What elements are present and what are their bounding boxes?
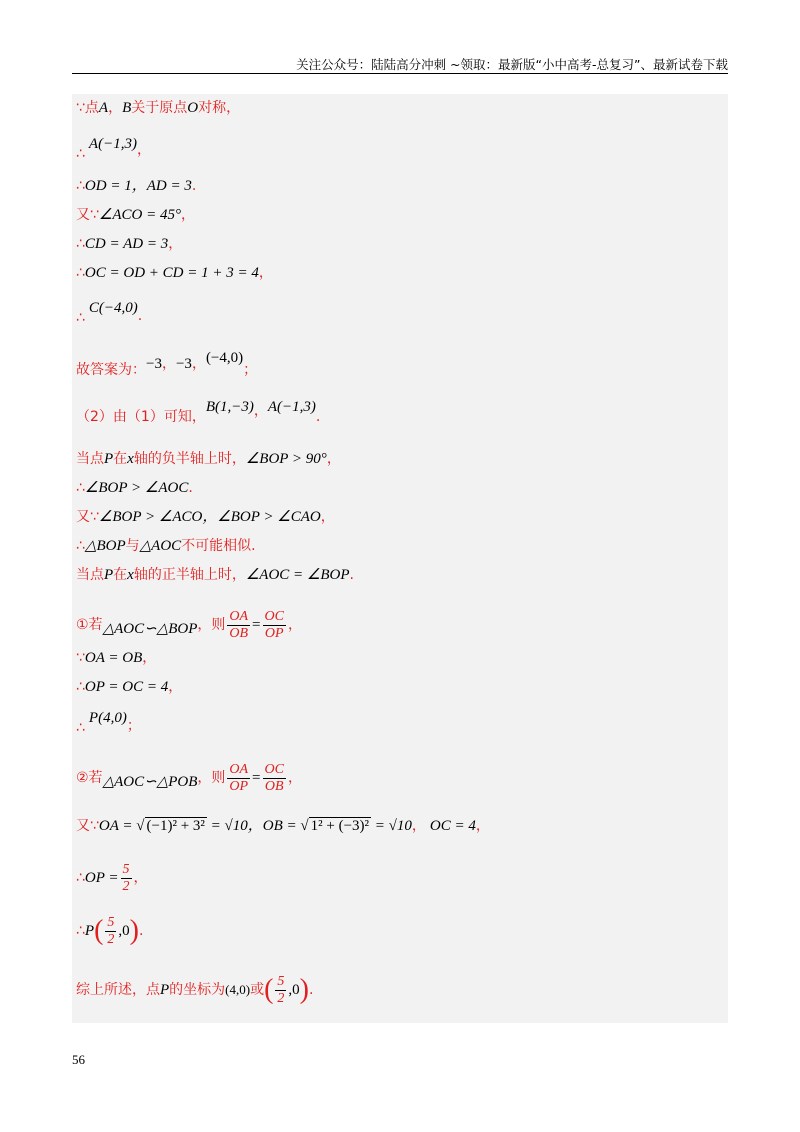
therefore-symbol: ∴ <box>76 679 85 695</box>
equals: = <box>252 617 261 633</box>
therefore-symbol: ∴ <box>76 178 85 194</box>
text: ， <box>108 100 123 116</box>
text: ， <box>287 770 302 786</box>
math: OP = <box>84 870 119 886</box>
therefore-symbol: ∴ <box>76 265 85 281</box>
math: △AOC∽△BOP <box>102 621 198 637</box>
line-11 <box>76 478 193 498</box>
line-6 <box>76 263 273 283</box>
page-number: 56 <box>72 1052 85 1067</box>
point-a-coord: A(−1,3) <box>267 399 316 415</box>
answer-1: −3 <box>146 356 162 372</box>
text: ∵点 <box>76 100 99 116</box>
text: ， <box>142 650 157 666</box>
math: = √10，OB = <box>206 818 301 834</box>
math: ∠BOP > ∠ACO，∠BOP > ∠CAO <box>98 509 321 525</box>
triangle-bop: △BOP <box>84 538 126 554</box>
text: 当点 <box>76 451 104 467</box>
math: P(4,0) <box>88 710 127 726</box>
text: 的坐标为 <box>169 982 226 998</box>
point-a: A <box>98 100 109 116</box>
paren-close: ) <box>129 915 139 946</box>
therefore-symbol: ∴ <box>76 923 85 939</box>
therefore-symbol: ∴ <box>76 538 85 554</box>
text: 综上所述，点 <box>76 982 160 998</box>
text: . <box>349 567 354 583</box>
math: ,0 <box>118 923 130 939</box>
point-p: P <box>84 923 95 939</box>
text: ，则 <box>197 617 226 633</box>
text: ， <box>168 236 183 252</box>
line-13 <box>76 536 256 556</box>
text: 或 <box>250 982 265 998</box>
line-4 <box>76 205 195 225</box>
math: OC = OD + CD = 1 + 3 = 4 <box>84 265 259 281</box>
line-18 <box>76 708 141 736</box>
math: A(−1,3) <box>88 136 137 152</box>
text: ； <box>243 362 258 378</box>
point-p: P <box>104 451 114 467</box>
text: 轴的正半轴上时， <box>133 567 246 583</box>
radical: 1² + (−3)² <box>310 818 370 834</box>
line-15 <box>76 607 302 643</box>
text: 不可能相似. <box>181 538 256 554</box>
point-b: B <box>122 100 132 116</box>
equals: = <box>252 770 261 786</box>
text: ， <box>258 265 273 281</box>
math: OC = 4 <box>429 818 476 834</box>
text: ； <box>126 718 141 734</box>
text: ， <box>181 207 195 223</box>
text: 又∵ <box>76 509 99 525</box>
text: ①若 <box>76 617 103 633</box>
line-7 <box>76 298 143 326</box>
point-b-coord: B(1,−3) <box>205 399 254 415</box>
text: ， <box>168 679 183 695</box>
radical: (−1)² + 3² <box>146 818 205 834</box>
therefore-symbol: ∴ <box>76 720 85 736</box>
paren-open: ( <box>94 915 104 946</box>
point-p: P <box>104 567 114 583</box>
line-16 <box>76 648 156 668</box>
line-23 <box>76 968 313 1012</box>
text: （2）由（1）可知， <box>76 409 206 425</box>
text: ， <box>133 870 148 886</box>
text: . <box>137 308 143 324</box>
math: = √10 <box>371 818 412 834</box>
line-20: 又∵OA = √ (−1)² + 3² = √10，OB = √ 1² + (−3)² = √10， OC = 4， <box>76 818 490 834</box>
point-p: P <box>160 982 170 998</box>
line-2 <box>76 134 151 162</box>
text: ， <box>287 617 302 633</box>
math: CD = AD = 3 <box>84 236 169 252</box>
text: 在 <box>113 451 128 467</box>
line-21 <box>76 858 148 898</box>
math: △AOC∽△POB <box>102 774 198 790</box>
math: OD = 1，AD = 3 <box>84 178 192 194</box>
text: ， <box>320 509 335 525</box>
math: OA = <box>98 818 137 834</box>
therefore-symbol: ∴ <box>76 870 85 886</box>
text: 故答案为： <box>76 362 146 378</box>
answer-2: −3 <box>175 356 192 372</box>
page-header: 关注公众号：陆陆高分冲刺 ~领取：最新版“小中高考-总复习”、最新试卷下载 <box>296 57 728 72</box>
text: . <box>139 923 144 939</box>
because-symbol: ∵ <box>76 650 85 666</box>
line-1 <box>76 98 240 118</box>
fraction: $\frac{OC}{OP}$ <box>264 608 284 641</box>
fraction: $\frac{OC}{OB}$ <box>264 761 284 794</box>
text: ， <box>411 818 426 834</box>
line-5 <box>76 234 182 254</box>
line-17 <box>76 677 182 697</box>
text: ②若 <box>76 770 103 786</box>
math: OA = OB <box>84 650 143 666</box>
text: 关于原点 <box>131 100 188 116</box>
text: . <box>309 982 314 998</box>
fraction: $\frac{5}{2}$ <box>122 861 130 894</box>
text: 当点 <box>76 567 104 583</box>
fraction: $\frac{5}{2}$ <box>107 914 115 947</box>
math: ∠BOP > ∠AOC <box>84 480 189 496</box>
paren-close: ) <box>299 974 309 1005</box>
therefore-symbol: ∴ <box>76 310 85 326</box>
text: 又∵ <box>76 207 99 223</box>
triangle-aoc: △AOC <box>139 538 182 554</box>
math: ∠AOC = ∠BOP <box>245 567 350 583</box>
axis-x: x <box>127 567 134 583</box>
line-8: 故答案为：−3，−3，(−4,0)； <box>76 350 258 378</box>
math: OP = OC = 4 <box>84 679 169 695</box>
fraction: $\frac{OA}{OB}$ <box>229 608 249 641</box>
text: ， <box>136 142 151 158</box>
line-12 <box>76 507 335 527</box>
text: ， <box>475 818 490 834</box>
text: . <box>191 178 197 194</box>
text: . <box>188 480 193 496</box>
fraction: $\frac{5}{2}$ <box>277 973 285 1006</box>
answer-3: (−4,0) <box>205 350 244 366</box>
line-22 <box>76 909 143 953</box>
axis-x: x <box>127 451 134 467</box>
therefore-symbol: ∴ <box>76 480 85 496</box>
text: ，则 <box>197 770 226 786</box>
math: (4,0) <box>225 982 251 997</box>
line-3 <box>76 176 196 196</box>
text: 又∵ <box>76 818 99 834</box>
therefore-symbol: ∴ <box>76 236 85 252</box>
text: . <box>315 409 321 425</box>
text: 在 <box>113 567 128 583</box>
text: 与 <box>125 538 140 554</box>
line-14 <box>76 565 354 585</box>
line-9: （2）由（1）可知，B(1,−3)，A(−1,3). <box>76 399 321 425</box>
text: ， <box>326 451 341 467</box>
paren-open: ( <box>264 974 274 1005</box>
fraction: $\frac{OA}{OP}$ <box>229 761 249 794</box>
math: ∠BOP > 90° <box>245 451 327 467</box>
line-19 <box>76 760 302 796</box>
math: C(−4,0) <box>88 300 138 316</box>
text: 对称， <box>198 100 241 116</box>
math: ∠ACO = 45° <box>98 207 181 223</box>
therefore-symbol: ∴ <box>76 146 85 162</box>
solution-panel <box>72 94 728 1023</box>
line-10 <box>76 449 341 469</box>
point-o: O <box>187 100 199 116</box>
math: ,0 <box>288 982 300 998</box>
header-rule <box>72 73 728 74</box>
text: 轴的负半轴上时， <box>133 451 246 467</box>
